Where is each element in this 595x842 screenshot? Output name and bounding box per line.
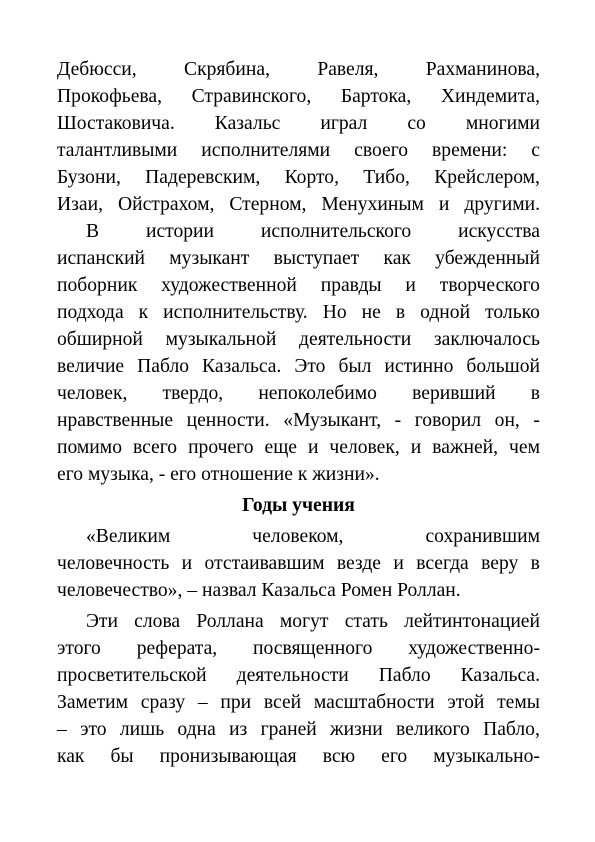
word: Роллан. xyxy=(397,580,461,601)
word: веривший xyxy=(412,383,496,404)
word: Казальса. xyxy=(202,356,282,377)
word: нравственные xyxy=(57,410,174,431)
text-line xyxy=(57,716,540,743)
word: деятельности xyxy=(236,665,349,686)
word: Корто, xyxy=(284,167,340,188)
word: правды xyxy=(320,275,382,296)
word: из xyxy=(229,719,248,740)
word: Ромен xyxy=(340,580,393,601)
word: исполнительского xyxy=(260,221,412,242)
word: – xyxy=(187,580,198,601)
word: его xyxy=(170,464,197,485)
word: деятельности xyxy=(299,329,412,350)
word: одной xyxy=(420,302,471,323)
word: исполнителями xyxy=(201,140,331,161)
text-line xyxy=(57,272,540,299)
word: могут xyxy=(279,611,329,632)
word: – xyxy=(197,692,208,713)
word: его xyxy=(57,464,84,485)
word: сохранившим xyxy=(425,526,540,547)
word: слова xyxy=(134,611,181,632)
word: человек, xyxy=(57,383,128,404)
word: Стравинского, xyxy=(191,86,312,107)
word: просветительской xyxy=(57,665,207,686)
word: Шостаковича. xyxy=(57,113,175,134)
paragraph-2 xyxy=(57,218,540,488)
word: талантливыми xyxy=(57,140,178,161)
word: великого xyxy=(396,719,470,740)
word: был xyxy=(338,356,372,377)
word: Хиндемита, xyxy=(440,86,540,107)
word: граней xyxy=(260,719,317,740)
word: - xyxy=(394,410,402,431)
word: «Музыкант, xyxy=(283,410,382,431)
word: человеком, xyxy=(252,526,344,547)
word: посвященного xyxy=(253,638,373,659)
word: всегда xyxy=(416,553,469,574)
word: «Великим xyxy=(86,526,171,547)
word: Скрябина, xyxy=(184,59,270,80)
word: Это xyxy=(294,356,326,377)
word: и xyxy=(438,194,450,215)
word: музыкант xyxy=(169,248,250,269)
word: обширной xyxy=(57,329,143,350)
word: – xyxy=(57,719,67,740)
word: выступает xyxy=(273,248,360,269)
word: в xyxy=(530,383,540,404)
word: пронизывающая xyxy=(159,746,297,767)
text-line xyxy=(57,689,540,716)
word: музыкальной xyxy=(165,329,277,350)
word: Но xyxy=(322,302,347,323)
word: В xyxy=(86,221,100,242)
word: непоколебимо xyxy=(258,383,377,404)
text-line xyxy=(57,326,540,353)
word: Эти xyxy=(86,611,118,632)
word: везде xyxy=(336,553,381,574)
text-line xyxy=(57,434,540,461)
word: сразу xyxy=(140,692,186,713)
word: большой xyxy=(466,356,540,377)
text-line xyxy=(57,608,540,635)
word: многими xyxy=(465,113,540,134)
word: этого xyxy=(57,638,101,659)
word: говорил xyxy=(414,410,482,431)
word: Равеля, xyxy=(317,59,379,80)
word: всю xyxy=(322,746,356,767)
paragraph-1 xyxy=(57,56,540,218)
document-page xyxy=(57,56,540,770)
text-line xyxy=(57,56,540,83)
word: творческого xyxy=(439,275,540,296)
word: реферата, xyxy=(136,638,218,659)
word: Бартока, xyxy=(340,86,412,107)
word: не xyxy=(361,302,381,323)
text-line xyxy=(57,407,540,434)
word: отстаивавшим xyxy=(204,553,325,574)
word: и xyxy=(405,275,416,296)
word: Казальса. xyxy=(460,665,540,686)
word: ценности. xyxy=(186,410,270,431)
word: Роллана xyxy=(196,611,264,632)
word: Пабло, xyxy=(483,719,540,740)
word: истинно xyxy=(384,356,454,377)
word: Пабло xyxy=(378,665,431,686)
word: Крейслером, xyxy=(434,167,540,188)
word: бы xyxy=(110,746,134,767)
text-line xyxy=(57,577,540,604)
word: величие xyxy=(57,356,125,377)
word: жизни xyxy=(330,719,383,740)
word: и xyxy=(393,553,404,574)
word: еще xyxy=(264,437,297,458)
word: - xyxy=(533,410,540,431)
word: чем xyxy=(509,437,540,458)
word: помимо xyxy=(57,437,122,458)
text-line xyxy=(57,523,540,550)
text-line xyxy=(57,218,540,245)
word: к xyxy=(138,302,149,323)
word: твердо, xyxy=(162,383,224,404)
word: лишь xyxy=(119,719,165,740)
word: одна xyxy=(177,719,216,740)
text-line xyxy=(57,137,540,164)
word: Пабло xyxy=(137,356,190,377)
word: это xyxy=(80,719,107,740)
word: при xyxy=(220,692,252,713)
word: темы xyxy=(497,692,540,713)
word: Казальса xyxy=(261,580,336,601)
word: другими. xyxy=(464,194,540,215)
word: Менухиным xyxy=(321,194,424,215)
word: музыка, xyxy=(87,464,154,485)
text-line xyxy=(57,550,540,577)
word: и xyxy=(410,437,422,458)
text-line xyxy=(57,110,540,137)
word: прочего xyxy=(188,437,254,458)
text-line xyxy=(57,83,540,110)
word: к xyxy=(297,464,308,485)
word: всей xyxy=(263,692,302,713)
word: Бузони, xyxy=(57,167,121,188)
text-line xyxy=(57,743,540,770)
word: всего xyxy=(132,437,178,458)
word: Рахманинова, xyxy=(425,59,540,80)
word: назвал xyxy=(201,580,257,601)
text-line xyxy=(57,662,540,689)
word: поборник xyxy=(57,275,138,296)
word: убежденный xyxy=(435,248,540,269)
section-heading: Годы учения xyxy=(242,495,355,516)
word: Заметим xyxy=(57,692,129,713)
word: важней, xyxy=(432,437,499,458)
paragraph-4 xyxy=(57,608,540,770)
word: времени: xyxy=(432,140,508,161)
word: - xyxy=(158,464,166,485)
word: музыкально- xyxy=(433,746,540,767)
word: художественной xyxy=(161,275,297,296)
word: Казальс xyxy=(214,113,281,134)
paragraph-3 xyxy=(57,523,540,604)
word: его xyxy=(381,746,408,767)
text-line xyxy=(57,380,540,407)
word: своего xyxy=(354,140,409,161)
word: стать xyxy=(344,611,388,632)
word: в xyxy=(395,302,406,323)
word: и xyxy=(307,437,319,458)
word: истории xyxy=(145,221,215,242)
word: с xyxy=(531,140,540,161)
word: и xyxy=(181,553,193,574)
word: отношение xyxy=(201,464,293,485)
word: Изаи, xyxy=(57,194,103,215)
text-line xyxy=(57,245,540,272)
word: Дебюсси, xyxy=(57,59,137,80)
word: Тибо, xyxy=(363,167,410,188)
word: подхода xyxy=(57,302,124,323)
word: жизни». xyxy=(312,464,380,485)
text-line xyxy=(57,353,540,380)
word: испанский xyxy=(57,248,146,269)
text-line xyxy=(57,191,540,218)
word: масштабности xyxy=(313,692,435,713)
word: играл xyxy=(320,113,368,134)
word: человечество», xyxy=(57,580,183,601)
text-line xyxy=(57,635,540,662)
word: Стерном, xyxy=(229,194,307,215)
word: веру xyxy=(481,553,519,574)
word: со xyxy=(407,113,426,134)
word: человечность xyxy=(57,553,170,574)
word: как xyxy=(383,248,411,269)
word: исполнительству. xyxy=(163,302,308,323)
text-line xyxy=(57,164,540,191)
word: художественно- xyxy=(408,638,540,659)
word: Прокофьева, xyxy=(57,86,162,107)
word: в xyxy=(530,553,540,574)
text-line xyxy=(57,299,540,326)
word: он, xyxy=(494,410,520,431)
word: Падеревским, xyxy=(145,167,261,188)
word: лейтинтонацией xyxy=(404,611,540,632)
word: как xyxy=(57,746,85,767)
word: искусства xyxy=(458,221,540,242)
word: заключалось xyxy=(433,329,540,350)
word: Ойстрахом, xyxy=(117,194,215,215)
word: этой xyxy=(447,692,485,713)
word: человек, xyxy=(329,437,400,458)
word: только xyxy=(485,302,540,323)
text-line xyxy=(57,461,540,488)
